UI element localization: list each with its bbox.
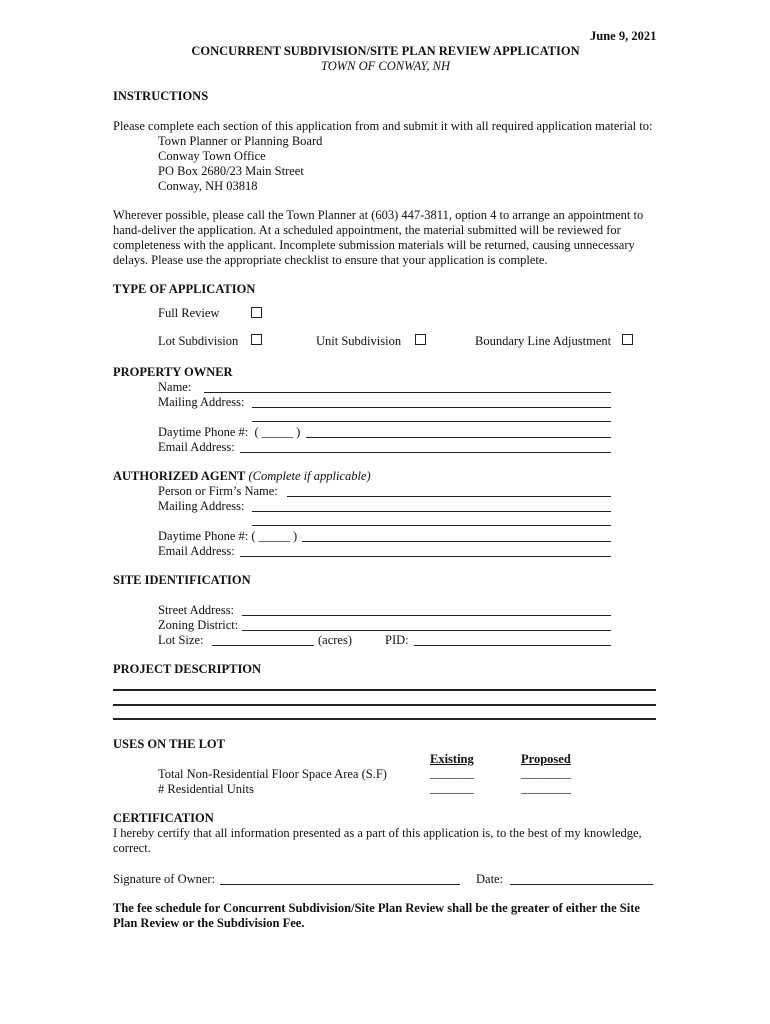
agent-email-field[interactable]	[240, 556, 611, 557]
agent-mailing-field[interactable]	[252, 511, 611, 512]
address-line: Conway Town Office	[158, 149, 266, 163]
instructions-paragraph: Wherever possible, please call the Town Planner at (603) 447-3811, option 4 to arrange an appointment to hand-deliver the application. At a scheduled appointment, the material submitted will be reviewed for completeness with the applicant. Incomplete submission materials will be returned, causing unnecessary delays. Please use the appropriate checklist to ensure that your application is complete.	[113, 208, 644, 267]
site-heading: SITE IDENTIFICATION	[113, 573, 251, 587]
document-date: June 9, 2021	[590, 29, 657, 43]
lot-size-field[interactable]	[212, 645, 314, 646]
agent-phone-label: Daytime Phone #: ( _____ )	[158, 529, 298, 543]
owner-mailing-field-2[interactable]	[252, 421, 611, 422]
owner-name-field[interactable]	[204, 392, 611, 393]
acres-label: (acres)	[318, 633, 352, 647]
floor-space-existing-field[interactable]: _______	[430, 766, 474, 780]
signature-field[interactable]	[220, 884, 460, 885]
agent-mailing-field-2[interactable]	[252, 525, 611, 526]
floor-space-proposed-field[interactable]: ________	[521, 766, 571, 780]
instructions-intro: Please complete each section of this application from and submit it with all required application material to:	[113, 119, 653, 133]
agent-phone-area[interactable]: ( _____ )	[251, 529, 298, 543]
agent-heading: AUTHORIZED AGENT (Complete if applicable)	[113, 469, 371, 483]
zoning-field[interactable]	[242, 630, 611, 631]
full-review-checkbox[interactable]	[251, 307, 262, 318]
agent-phone-field[interactable]	[302, 541, 611, 542]
proposed-column-header: Proposed	[521, 752, 571, 766]
unit-subdivision-checkbox[interactable]	[415, 334, 426, 345]
boundary-line-label: Boundary Line Adjustment	[475, 334, 612, 348]
residential-proposed-field[interactable]: ________	[521, 781, 571, 795]
instructions-heading: INSTRUCTIONS	[113, 89, 209, 103]
project-description-line-2[interactable]	[113, 704, 656, 706]
fee-schedule-note: The fee schedule for Concurrent Subdivision/Site Plan Review shall be the greater of either the Site Plan Review or the Subdivision Fee.	[113, 901, 640, 930]
project-heading: PROJECT DESCRIPTION	[113, 662, 262, 676]
unit-subdivision-label: Unit Subdivision	[316, 334, 402, 348]
pid-field[interactable]	[414, 645, 611, 646]
boundary-line-checkbox[interactable]	[622, 334, 633, 345]
full-review-label: Full Review	[158, 306, 220, 320]
agent-person-field[interactable]	[287, 496, 611, 497]
address-line: PO Box 2680/23 Main Street	[158, 164, 304, 178]
project-description-line-1[interactable]	[113, 689, 656, 691]
agent-person-label: Person or Firm’s Name:	[158, 484, 278, 498]
lot-subdivision-checkbox[interactable]	[251, 334, 262, 345]
signature-label: Signature of Owner:	[113, 872, 216, 886]
zoning-label: Zoning District:	[158, 618, 239, 632]
agent-email-label: Email Address:	[158, 544, 235, 558]
certification-text: I hereby certify that all information presented as a part of this application is, to the best of my knowledge, correct.	[113, 826, 642, 855]
owner-email-field[interactable]	[240, 452, 611, 453]
existing-column-header: Existing	[430, 752, 474, 766]
lot-size-label: Lot Size:	[158, 633, 204, 647]
street-address-label: Street Address:	[158, 603, 235, 617]
address-line: Town Planner or Planning Board	[158, 134, 323, 148]
date-label: Date:	[476, 872, 504, 886]
document-title: CONCURRENT SUBDIVISION/SITE PLAN REVIEW APPLICATION	[191, 44, 580, 58]
floor-space-label: Total Non-Residential Floor Space Area (S.F)	[158, 767, 387, 781]
residential-units-label: # Residential Units	[158, 782, 254, 796]
pid-label: PID:	[385, 633, 409, 647]
agent-mailing-label: Mailing Address:	[158, 499, 245, 513]
owner-mailing-field[interactable]	[252, 407, 611, 408]
date-field[interactable]	[510, 884, 653, 885]
owner-phone-label: Daytime Phone #: ( _____ )	[158, 425, 301, 439]
street-address-field[interactable]	[242, 615, 611, 616]
uses-heading: USES ON THE LOT	[113, 737, 225, 751]
owner-phone-field[interactable]	[306, 437, 611, 438]
owner-phone-area[interactable]: ( _____ )	[254, 425, 301, 439]
owner-email-label: Email Address:	[158, 440, 235, 454]
lot-subdivision-label: Lot Subdivision	[158, 334, 239, 348]
document-subtitle: TOWN OF CONWAY, NH	[320, 59, 451, 73]
owner-mailing-label: Mailing Address:	[158, 395, 245, 409]
project-description-line-3[interactable]	[113, 718, 656, 720]
property-owner-heading: PROPERTY OWNER	[113, 365, 233, 379]
owner-name-label: Name:	[158, 380, 192, 394]
certification-heading: CERTIFICATION	[113, 811, 214, 825]
residential-existing-field[interactable]: _______	[430, 781, 474, 795]
type-heading: TYPE OF APPLICATION	[113, 282, 256, 296]
address-line: Conway, NH 03818	[158, 179, 258, 193]
